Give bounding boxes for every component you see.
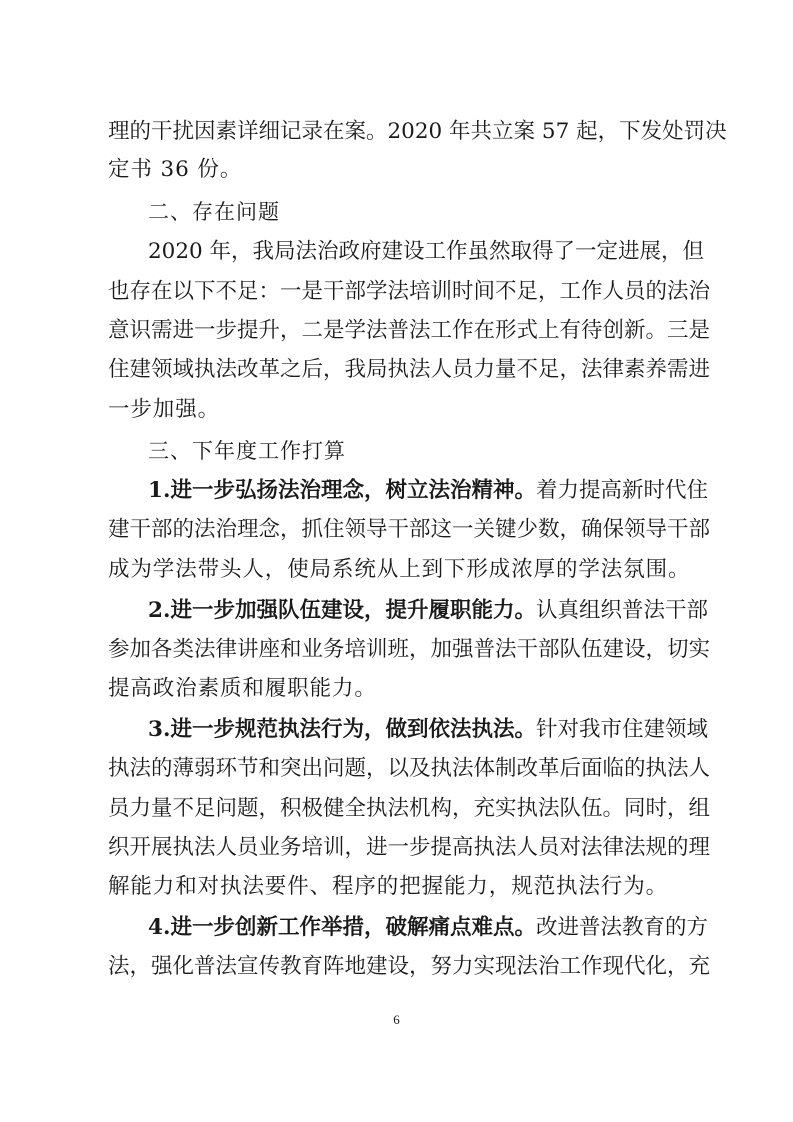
paragraph-line: 解能力和对执法要件、程序的把握能力，规范执法行为。	[108, 874, 669, 899]
paragraph-line: 意识需进一步提升，二是学法普法工作在形式上有待创新。三是	[108, 318, 711, 343]
item-lead: 2.进一步加强队伍建设，提升履职能力。	[148, 598, 536, 623]
section-heading: 二、存在问题	[148, 200, 280, 224]
paragraph-line: 执法的薄弱环节和突出问题，以及执法体制改革后面临的执法人	[108, 756, 711, 781]
section-heading: 三、下年度工作打算	[148, 439, 346, 463]
paragraph-line: 参加各类法律讲座和业务培训班，加强普法干部队伍建设，切实	[108, 637, 711, 662]
item-lead: 1.进一步弘扬法治理念，树立法治精神。	[148, 478, 536, 503]
list-item-first-line	[148, 914, 708, 942]
list-item-first-line	[148, 597, 708, 625]
paragraph-line: 2020 年，我局法治政府建设工作虽然取得了一定进展，但	[148, 239, 705, 264]
paragraph-line: 也存在以下不足：一是干部学法培训时间不足，工作人员的法治	[108, 279, 711, 304]
paragraph-line: 建干部的法治理念，抓住领导干部这一关键少数，确保领导干部	[108, 517, 711, 542]
paragraph-line: 成为学法带头人，使局系统从上到下形成浓厚的学法氛围。	[108, 557, 691, 582]
paragraph-line: 一步加强。	[108, 397, 221, 422]
item-text: 认真组织普法干部	[535, 598, 708, 623]
paragraph-line: 法，强化普法宣传教育阵地建设，努力实现法治工作现代化，充	[108, 954, 711, 979]
list-item-first-line	[148, 716, 708, 744]
list-item-first-line	[148, 477, 708, 505]
paragraph-line: 住建领域执法改革之后，我局执法人员力量不足，法律素养需进	[108, 357, 711, 382]
intro-line: 定书 36 份。	[108, 157, 243, 182]
item-text: 改进普法教育的方	[535, 915, 708, 940]
intro-line: 理的干扰因素详细记录在案。2020 年共立案 57 起，下发处罚决	[108, 119, 727, 144]
item-lead: 4.进一步创新工作举措，破解痛点难点。	[148, 915, 536, 940]
page-number: 6	[393, 1012, 400, 1027]
paragraph-line: 员力量不足问题，积极健全执法机构，充实执法队伍。同时，组	[108, 796, 711, 821]
paragraph-line: 提高政治素质和履职能力。	[108, 676, 377, 701]
item-text: 着力提高新时代住	[535, 478, 708, 503]
item-text: 针对我市住建领域	[535, 717, 708, 742]
item-lead: 3.进一步规范执法行为，做到依法执法。	[148, 717, 536, 742]
paragraph-line: 织开展执法人员业务培训，进一步提高执法人员对法律法规的理	[108, 835, 711, 860]
